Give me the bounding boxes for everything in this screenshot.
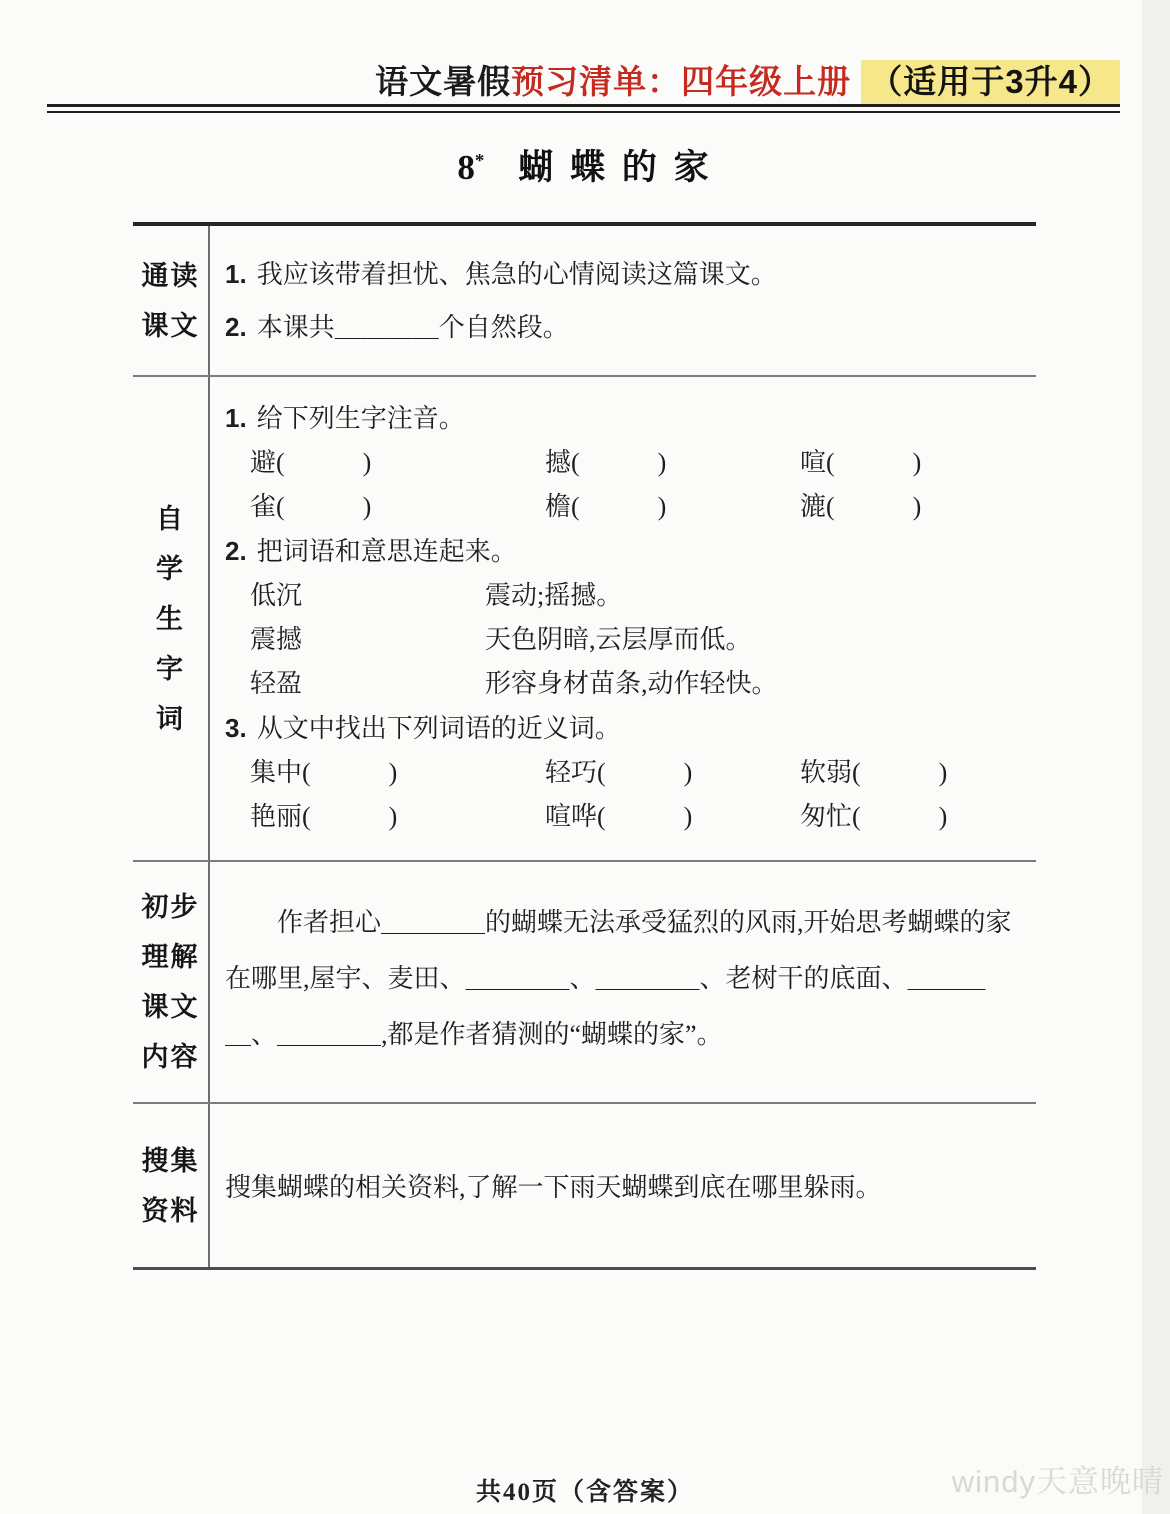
pinyin-blank: 漉( ) <box>800 492 922 521</box>
task-line <box>225 706 1036 751</box>
item-text: 把词语和意思连起来。 <box>256 537 517 566</box>
task-line <box>225 529 1036 574</box>
word-meaning: 震动;摇撼。 <box>485 581 623 610</box>
lesson-number: 8* <box>457 148 485 187</box>
item-text: 本课共＿＿＿＿个自然段。 <box>256 312 569 342</box>
word-meaning: 天色阴暗,云层厚而低。 <box>485 625 752 654</box>
word-term: 低沉 <box>250 581 303 610</box>
header-series-title: 预习清单：四年级上册 <box>511 63 852 100</box>
word-meaning: 形容身材苗条,动作轻快。 <box>485 669 778 698</box>
word-term: 轻盈 <box>250 669 303 698</box>
word-meaning-pair <box>250 574 1036 618</box>
header-subject: 语文暑假 <box>375 63 512 100</box>
synonym-blank: 集中( ) <box>250 758 398 787</box>
synonym-blank: 艳丽( ) <box>250 802 398 831</box>
collect-task-text: 搜集蝴蝶的相关资料,了解一下雨天蝴蝶到底在哪里躲雨。 <box>225 1173 882 1202</box>
word-meaning-pair <box>250 618 1036 662</box>
item-number: 1. <box>225 403 247 433</box>
item-number: 2. <box>225 311 247 342</box>
table-row-initial-understanding <box>133 862 1036 1104</box>
task-line <box>225 248 1036 301</box>
pinyin-blank: 避( ) <box>250 448 372 477</box>
synonym-blank: 喧哗( ) <box>545 802 693 831</box>
pinyin-blank: 喧( ) <box>800 448 922 477</box>
pinyin-blank: 檐( ) <box>545 492 667 521</box>
row-label-collect-materials: 搜集 资料 <box>133 1104 210 1267</box>
summary-paragraph: 作者担心＿＿＿＿的蝴蝶无法承受猛烈的风雨,开始思考蝴蝶的家在哪里,屋宇、麦田、＿＿＿＿、＿＿＿＿、老树干的底面、＿＿＿＿、＿＿＿＿,都是作者猜测的“蝴蝶的家”。 <box>225 908 1012 1049</box>
row-label-read-through: 通读 课文 <box>133 226 210 375</box>
synonym-blank: 轻巧( ) <box>545 758 693 787</box>
pinyin-blank-grid <box>250 441 1036 529</box>
item-number: 1. <box>225 258 247 289</box>
table-row-collect-materials <box>133 1104 1036 1267</box>
item-number: 2. <box>225 536 247 566</box>
row-content-self-study-words <box>210 377 1036 860</box>
header-double-rule <box>47 104 1120 113</box>
word-meaning-pair <box>250 662 1036 706</box>
row-content-read-through <box>210 226 1036 375</box>
scan-edge-shadow <box>1142 0 1170 1514</box>
task-line <box>225 301 1036 354</box>
item-number: 3. <box>225 713 247 743</box>
worksheet-table <box>133 222 1036 1270</box>
row-label-initial-understanding: 初步 理解 课文 内容 <box>133 862 210 1102</box>
lesson-name: 蝴 蝶 的 家 <box>518 148 713 187</box>
item-text: 从文中找出下列词语的近义词。 <box>256 714 621 743</box>
page-header <box>375 56 1120 103</box>
row-label-self-study-words: 自 学 生 字 词 <box>133 377 210 860</box>
row-content-collect-materials <box>210 1104 1036 1267</box>
header-grade-badge: （适用于3升4） <box>861 60 1120 104</box>
item-text: 给下列生字注音。 <box>256 404 465 433</box>
word-term: 震撼 <box>250 625 303 654</box>
lesson-title <box>0 140 1170 190</box>
synonym-blank-grid <box>250 751 1036 839</box>
task-line <box>225 396 1036 441</box>
table-row-read-through <box>133 226 1036 377</box>
synonym-blank: 匆忙( ) <box>800 802 948 831</box>
lesson-asterisk: * <box>474 150 485 172</box>
watermark: windy天意晚晴 <box>951 1464 1164 1499</box>
synonym-blank: 软弱( ) <box>800 758 948 787</box>
pinyin-blank: 雀( ) <box>250 492 372 521</box>
item-text: 我应该带着担忧、焦急的心情阅读这篇课文。 <box>256 259 777 289</box>
table-row-self-study-words <box>133 377 1036 862</box>
pinyin-blank: 撼( ) <box>545 448 667 477</box>
row-content-initial-understanding <box>210 862 1036 1102</box>
footer-page-count: 共40页（含答案） <box>475 1479 694 1506</box>
